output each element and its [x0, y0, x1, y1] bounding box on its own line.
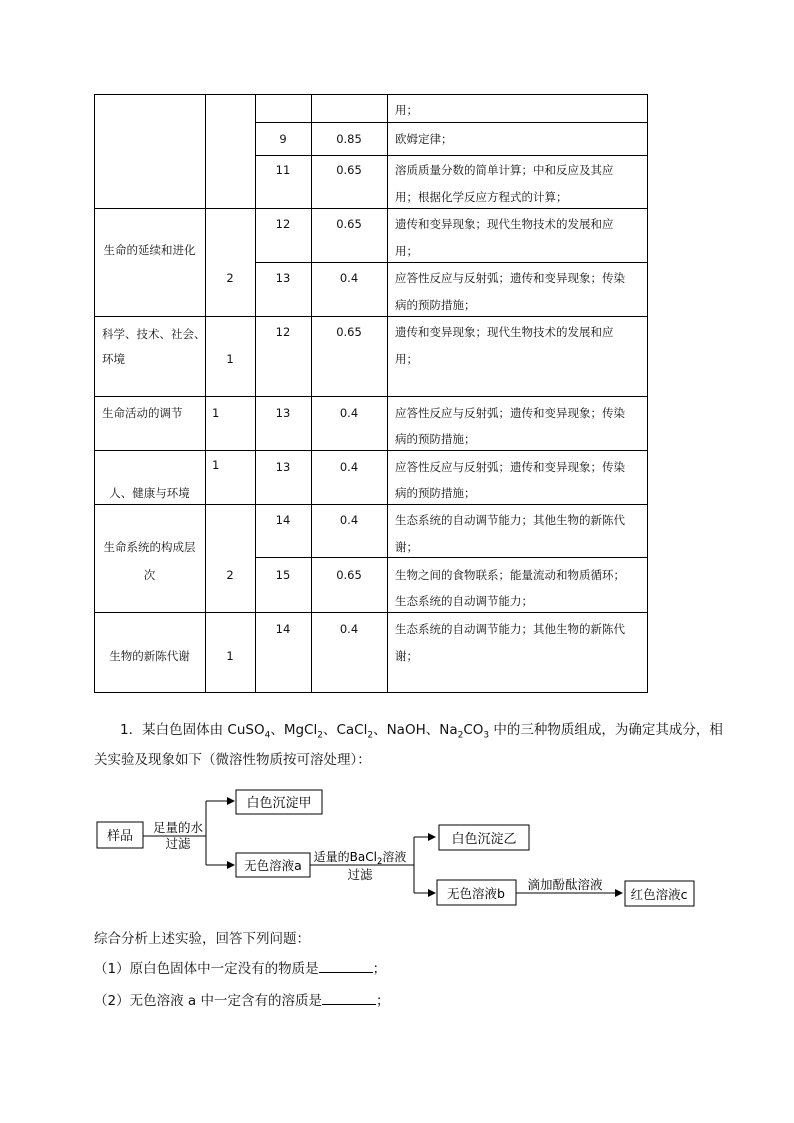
subscript: 2 [457, 730, 464, 741]
label-step2-top: 适量的BaCl$_2$溶液 [313, 850, 407, 867]
table-group-count: 2 [226, 271, 234, 285]
formula-na2co3-part: CO [463, 722, 484, 738]
table-cell-topic: 谢； [395, 540, 418, 554]
table-cell-topic: 生态系统的自动调节能力； [395, 594, 533, 608]
table-group-label: 环境 [102, 352, 125, 366]
table-cell-topic: 溶质质量分数的简单计算；中和反应及其应 [395, 163, 614, 177]
question-number: 1． [120, 722, 143, 738]
table-group-label: 科学、技术、社会、 [102, 327, 206, 341]
sub-question-1-text: （1）原白色固体中一定没有的物质是 [94, 961, 319, 977]
label-solution-b: 无色溶液b [447, 886, 505, 901]
label-precipitate-a: 白色沉淀甲 [246, 796, 312, 811]
separator: 、 [270, 722, 284, 738]
label-solution-a: 无色溶液a [244, 858, 302, 873]
formula-cacl2: CaCl [336, 722, 368, 738]
sub-question-2-text: （2）无色溶液 a 中一定含有的溶质是 [94, 993, 322, 1009]
table-group-count: 2 [226, 568, 234, 582]
table-cell-topic: 遗传和变异现象；现代生物技术的发展和应 [395, 325, 614, 339]
table-cell-number: 11 [275, 163, 291, 177]
table-cell-value: 0.4 [339, 622, 359, 636]
table-cell-topic: 用； [395, 352, 418, 366]
table-cell-value: 0.65 [336, 163, 362, 177]
table-group-label: 人、健康与环境 [109, 486, 190, 500]
table-cell-topic: 欧姆定律； [395, 132, 453, 146]
sub-question-2-end: ； [375, 993, 390, 1009]
table-cell-value: 0.65 [336, 568, 362, 582]
table-cell-number: 12 [275, 217, 291, 231]
table-cell-value: 0.65 [336, 217, 362, 231]
label-step1-top: 足量的水 [152, 820, 204, 835]
answer-blank-2[interactable] [322, 990, 376, 1005]
table-group-count: 1 [212, 458, 220, 472]
formula-mgcl2: MgCl [283, 722, 318, 738]
analysis-prompt: 综合分析上述实验，回答下列问题： [94, 931, 310, 947]
table-group-count: 1 [226, 352, 234, 366]
label-sample: 样品 [106, 829, 134, 844]
table-cell-value: 0.4 [339, 460, 359, 474]
table-cell-topic: 遗传和变异现象；现代生物技术的发展和应 [395, 217, 614, 231]
label-step1-bottom: 过滤 [165, 836, 191, 851]
question-text: 中的三种物质组成，为确定其成分，相 [489, 722, 723, 738]
table-cell-topic: 用； [395, 244, 418, 258]
subscript: 4 [264, 730, 271, 741]
separator: 、 [373, 722, 387, 738]
experiment-flowchart [0, 780, 794, 920]
table-cell-value: 0.65 [336, 325, 362, 339]
table-group-count: 1 [212, 406, 220, 420]
table-cell-topic: 生态系统的自动调节能力；其他生物的新陈代 [395, 622, 625, 636]
table-cell-number: 14 [275, 513, 291, 527]
subscript: 2 [317, 730, 323, 741]
table-group-label: 生命活动的调节 [102, 406, 183, 420]
label-step2-bottom: 过滤 [347, 867, 373, 882]
table-cell-topic: 生物之间的食物联系；能量流动和物质循环； [395, 568, 625, 582]
label-precipitate-b: 白色沉淀乙 [451, 832, 517, 847]
table-cell-number: 13 [275, 460, 291, 474]
separator: 、 [425, 722, 440, 738]
formula-naoh: NaOH [386, 722, 426, 738]
separator: 、 [322, 722, 337, 738]
table-cell-topic: 病的预防措施； [395, 432, 476, 446]
table-cell-topic: 应答性反应与反射弧；遗传和变异现象；传染 [395, 271, 625, 285]
formula-cuso4: CuSO [227, 722, 265, 738]
table-group-label: 生物的新陈代谢 [109, 649, 190, 663]
label-step3: 滴加酚酞溶液 [527, 877, 603, 892]
table-cell-number: 15 [275, 568, 291, 582]
table-cell-topic: 用；根据化学反应方程式的计算； [395, 190, 568, 204]
table-cell-value: 0.4 [339, 271, 359, 285]
table-cell-topic: 病的预防措施； [395, 486, 476, 500]
table-cell-value: 0.85 [336, 132, 362, 146]
table-cell-topic: 用； [395, 103, 418, 117]
table-cell-value: 0.4 [339, 513, 359, 527]
table-group-label: 生命的延续和进化 [103, 243, 196, 257]
question-intro [120, 720, 723, 746]
subscript: 3 [483, 730, 490, 741]
sub-question-1 [94, 958, 386, 979]
table-group-label: 生命系统的构成层 [103, 540, 196, 554]
table-cell-topic: 病的预防措施； [395, 298, 476, 312]
table-cell-value: 0.4 [339, 406, 359, 420]
table-cell-number: 13 [275, 271, 291, 285]
table-cell-number: 12 [275, 325, 291, 339]
answer-blank-1[interactable] [319, 958, 373, 973]
table-cell-number: 9 [279, 132, 287, 146]
label-solution-c: 红色溶液c [630, 887, 688, 902]
formula-na2co3: Na [439, 722, 458, 738]
table-cell-topic: 应答性反应与反射弧；遗传和变异现象；传染 [395, 460, 625, 474]
table-cell-number: 14 [275, 622, 291, 636]
table-group-label: 次 [143, 568, 156, 582]
table-group-count: 1 [226, 649, 234, 663]
table-cell-topic: 生态系统的自动调节能力；其他生物的新陈代 [395, 513, 625, 527]
question-text: 某白色固体由 [142, 722, 228, 738]
table-cell-topic: 应答性反应与反射弧；遗传和变异现象；传染 [395, 406, 625, 420]
subscript: 2 [367, 730, 374, 741]
question-intro-line2: 关实验及现象如下（微溶性物质按可溶处理）： [94, 752, 371, 768]
sub-question-2 [94, 990, 389, 1011]
sub-question-1-end: ； [372, 961, 387, 977]
table-cell-number: 13 [275, 406, 291, 420]
table-cell-topic: 谢； [395, 649, 418, 663]
